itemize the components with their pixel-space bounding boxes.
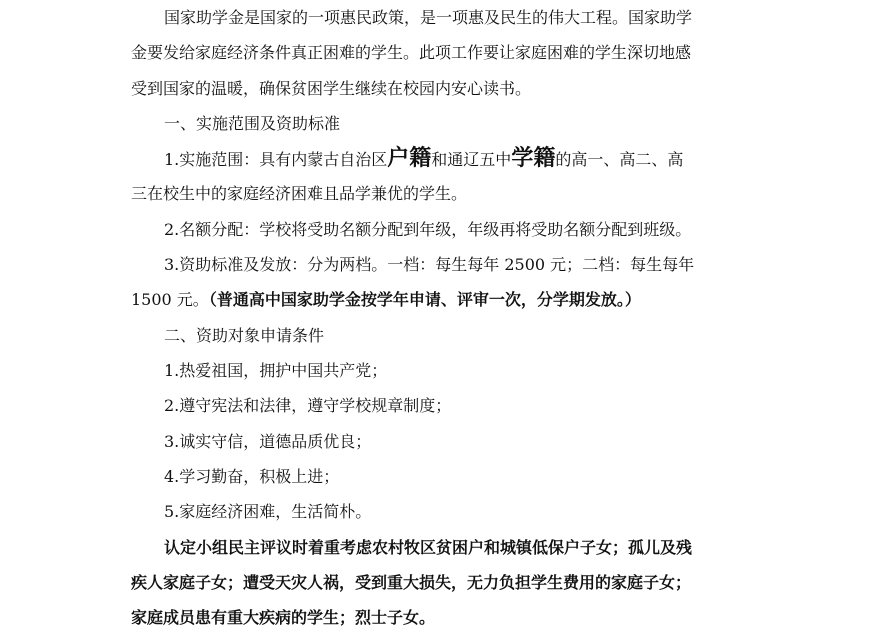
section-2-heading-text: 二、资助对象申请条件 [131,318,743,353]
intro-line-2: 金要发给家庭经济条件真正困难的学生。此项工作要让家庭困难的学生深切地感 [131,35,743,70]
section-1-item-3-line-1: 3.资助标准及发放：分为两档。一档：每生每年 2500 元；二档：每生每年 [131,247,743,282]
item-1-text-c: 的高一、高二、高 [555,150,683,169]
section-1-item-3-line-2 [131,282,743,317]
section-2-heading [131,318,743,353]
intro-line-1: 国家助学金是国家的一项惠民政策，是一项惠及民生的伟大工程。国家助学 [131,0,743,35]
section-1-heading [131,106,743,141]
condition-item: 2.遵守宪法和法律，遵守学校规章制度； [131,388,743,423]
bold-note-line-2: 疾人家庭子女；遭受天灾人祸，受到重大损失，无力负担学生费用的家庭子女； [131,565,743,600]
item-3-bold-note: （普通高中国家助学金按学年申请、评审一次，分学期发放。） [209,290,641,309]
condition-item: 1.热爱祖国，拥护中国共产党； [131,353,743,388]
section-1-heading-text: 一、实施范围及资助标准 [131,106,743,141]
condition-item: 3.诚实守信，道德品质优良； [131,424,743,459]
section-1-item-2-text: 2.名额分配：学校将受助名额分配到年级，年级再将受助名额分配到班级。 [131,212,743,247]
section-1-item-3 [131,247,743,318]
section-1-item-2 [131,212,743,247]
bold-note-line-1: 认定小组民主评议时着重考虑农村牧区贫困户和城镇低保户子女；孤儿及残 [131,530,743,565]
condition-item: 4.学习勤奋，积极上进； [131,459,743,494]
section-2-conditions-list [131,353,743,529]
document-page [131,0,743,625]
section-1-item-1-line-2: 三在校生中的家庭经济困难且品学兼优的学生。 [131,176,743,211]
item-1-emphasis-huji: 户籍 [387,145,431,171]
section-2-bold-note [131,530,743,635]
section-1-item-1 [131,141,743,212]
item-1-text-b: 和通辽五中 [431,150,511,169]
section-1-item-1-line-1 [131,141,743,176]
item-3-amount-text: 1500 元。 [131,290,209,309]
intro-line-3: 受到国家的温暖，确保贫困学生继续在校园内安心读书。 [131,71,743,106]
bold-note-line-3: 家庭成员患有重大疾病的学生；烈士子女。 [131,600,743,635]
condition-item: 5.家庭经济困难，生活简朴。 [131,494,743,529]
item-1-emphasis-xueji: 学籍 [511,145,555,171]
item-1-text-a: 1.实施范围：具有内蒙古自治区 [164,150,387,169]
intro-paragraph [131,0,743,106]
